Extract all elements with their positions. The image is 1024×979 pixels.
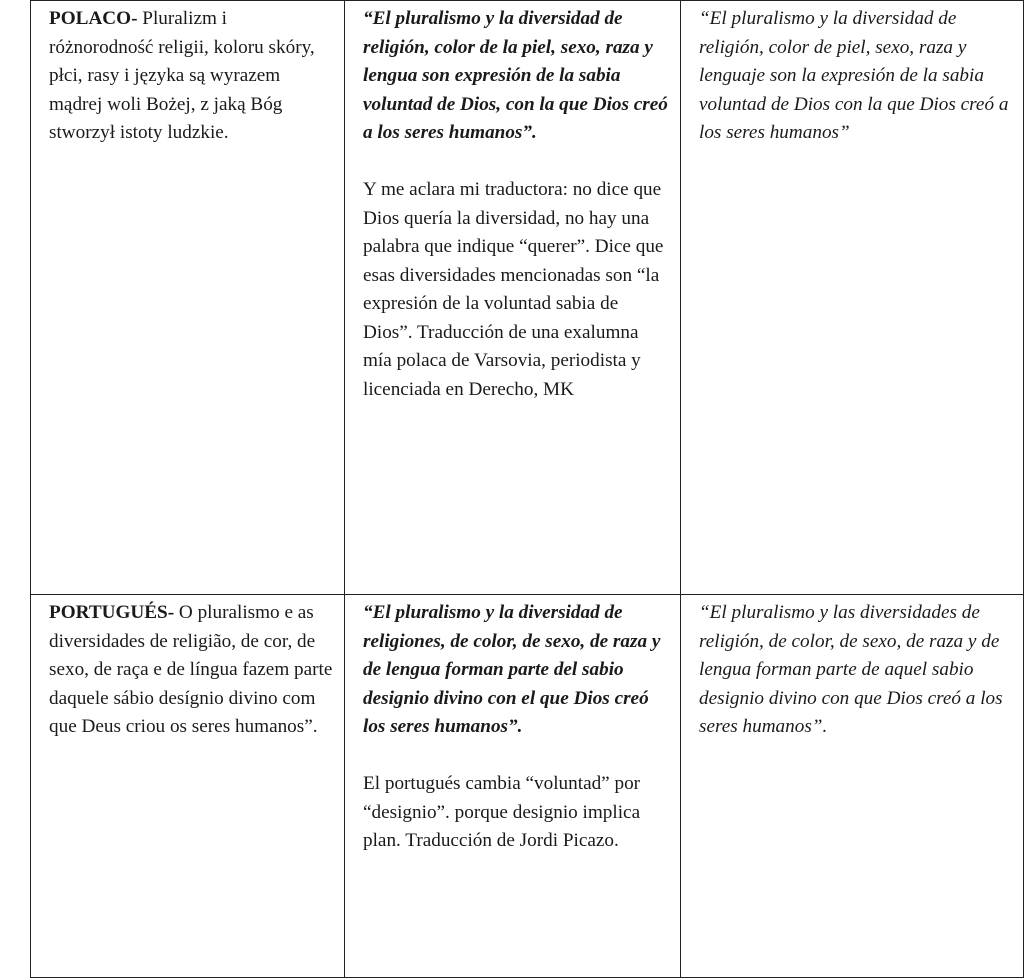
source-text: O pluralismo e as diversidades de religião, de cor, de sexo, de raça e de língua fazem parte daquele sábio desígnio divino com que Deus criou os seres humanos”. — [49, 602, 333, 737]
alternative-cell — [681, 1, 1024, 595]
source-cell — [31, 1, 345, 595]
translation-cell — [345, 1, 681, 595]
alternative-quote: “El pluralismo y las diversidades de religión, de color, de sexo, de raza y de lengua forman parte de aquel sabio designio divino con que Dios creó a los seres humanos”. — [699, 602, 1003, 737]
translation-quote: “El pluralismo y la diversidad de religiones, de color, de sexo, de raza y de lengua forman parte del sabio designio divino con el que Dios creó los seres humanos”. — [363, 602, 661, 737]
translation-quote: “El pluralismo y la diversidad de religión, color de la piel, sexo, raza y lengua son expresión de la sabia voluntad de Dios, con la que Dios creó a los seres humanos”. — [363, 8, 668, 143]
translation-note: El portugués cambia “voluntad” por “designio”. porque designio implica plan. Traducción de Jordi Picazo. — [363, 773, 641, 851]
alternative-cell — [681, 595, 1024, 978]
language-label: POLACO- — [49, 8, 138, 29]
language-label: PORTUGUÉS- — [49, 602, 175, 623]
alternative-quote: “El pluralismo y la diversidad de religión, color de piel, sexo, raza y lenguaje son la expresión de la sabia voluntad de Dios con la que Dios creó a los seres humanos” — [699, 8, 1009, 143]
source-cell — [31, 595, 345, 978]
translation-cell — [345, 595, 681, 978]
table-row-portugues — [31, 595, 1024, 978]
source-text: Pluralizm i różnorodność religii, koloru skóry, płci, rasy i języka są wyrazem mądrej woli Bożej, z jaką Bóg stworzył istoty ludzkie. — [49, 8, 315, 143]
table-row-polaco — [31, 1, 1024, 595]
translation-note: Y me aclara mi traductora: no dice que Dios quería la diversidad, no hay una palabra que indique “querer”. Dice que esas diversidades mencionadas son “la expresión de la voluntad sabia de Dios”. Traducción de una exalumna mía polaca de Varsovia, periodista y licenciada en Derecho, MK — [363, 179, 664, 400]
translation-comparison-table — [30, 0, 1024, 978]
